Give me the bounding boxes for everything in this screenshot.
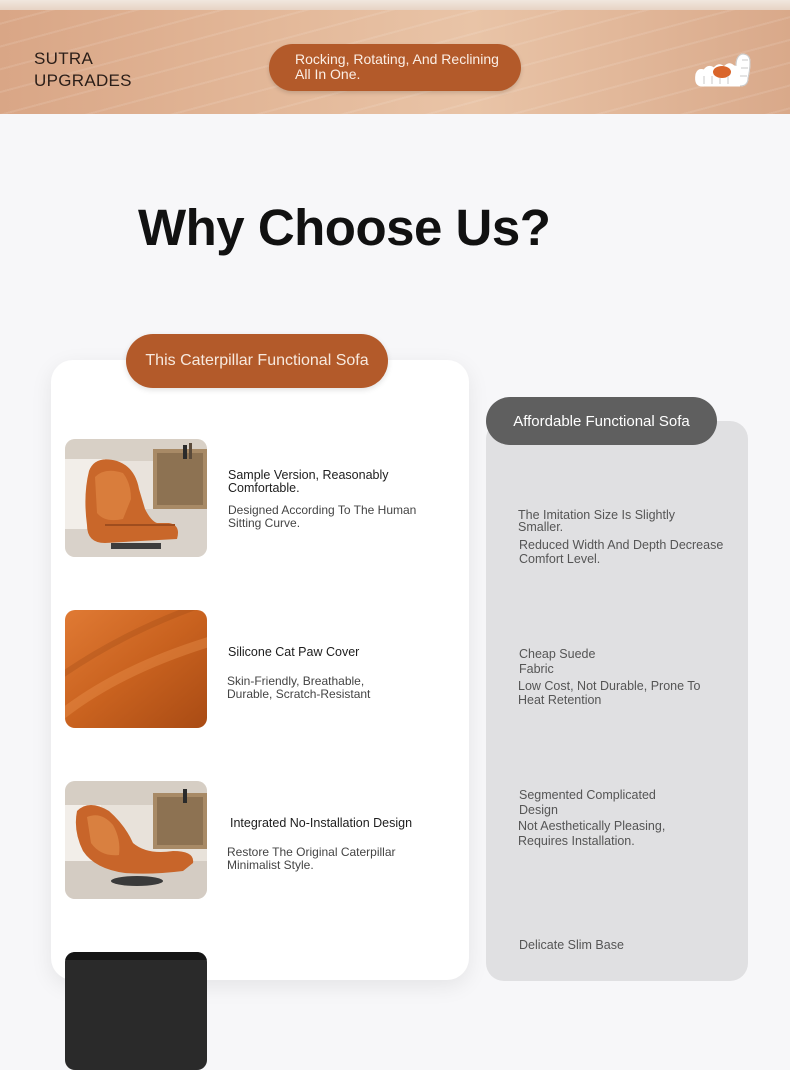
feature-title-2: Silicone Cat Paw Cover — [228, 645, 360, 659]
header-banner — [0, 0, 790, 114]
feature-desc-3: Restore The Original Caterpillar Minimalist Style. — [227, 845, 396, 872]
header-tagline-text: Rocking, Rotating, And Reclining All In One. — [295, 51, 499, 82]
comparison-desc-2: Low Cost, Not Durable, Prone To Heat Retention — [518, 679, 701, 707]
feature-title-3: Integrated No-Installation Design — [230, 816, 413, 830]
header-top-strip — [0, 0, 790, 10]
orange-sofa-chair-photo — [65, 439, 207, 557]
orange-leather-texture-photo — [65, 610, 207, 728]
feature-desc-2: Skin-Friendly, Breathable, Durable, Scratch-Resistant — [227, 674, 371, 701]
section-title: Why Choose Us? — [138, 199, 551, 256]
brand-text — [34, 48, 132, 92]
comparison-desc-3: Not Aesthetically Pleasing, Requires Installation. — [518, 819, 666, 848]
sofa-base-photo — [65, 952, 207, 1070]
comparison-title-4: Delicate Slim Base — [519, 938, 624, 952]
comparison-title-3: Segmented Complicated Design — [519, 788, 656, 817]
comparison-desc-1: Reduced Width And Depth Decrease Comfort Level. — [519, 538, 724, 566]
affordable-sofa-pill: Affordable Functional Sofa — [486, 397, 717, 445]
header-tagline-pill — [269, 44, 521, 91]
caterpillar-logo-icon — [692, 48, 752, 90]
brand-line-1: SUTRA — [34, 49, 94, 68]
brand-line-2: UPGRADES — [34, 71, 132, 90]
comparison-title-1: The Imitation Size Is Slightly Smaller. — [518, 508, 676, 534]
comparison-title-2: Cheap Suede Fabric — [519, 647, 596, 676]
feature-desc-1: Designed According To The Human Sitting Curve. — [228, 503, 417, 530]
feature-title-1: Sample Version, Reasonably Comfortable. — [228, 468, 389, 495]
caterpillar-sofa-pill: This Caterpillar Functional Sofa — [126, 334, 388, 388]
reclined-sofa-chair-photo — [65, 781, 207, 899]
